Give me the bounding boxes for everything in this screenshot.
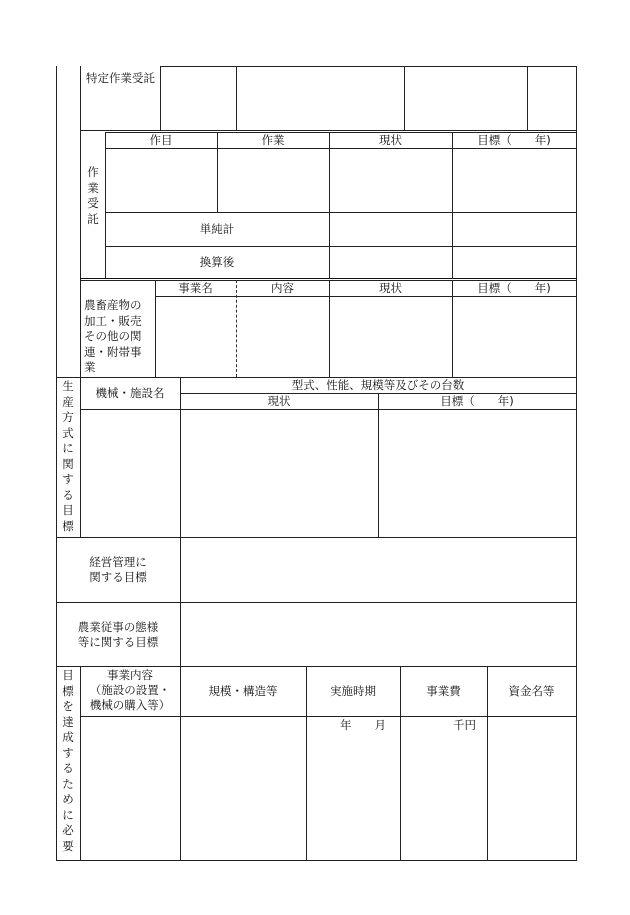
- sagyo-side-label: 作 業 受 託: [87, 165, 99, 226]
- kako-project-header: 事業名: [178, 281, 213, 295]
- tokutei-divider: [404, 66, 405, 131]
- kako-label: 農畜産物の 加工・販売 その他の関 連・附帯事 業: [84, 298, 142, 374]
- keiei-bottom-line: [56, 602, 577, 603]
- tokutei-top-line: [160, 66, 577, 67]
- cost-unit: 千円: [453, 718, 476, 732]
- outer-bottom-border: [56, 860, 577, 861]
- sagyo-current-header: 現状: [379, 133, 402, 147]
- tokutei-divider: [160, 66, 161, 131]
- converted-label: 換算後: [199, 255, 235, 269]
- seisan-current-header: 現状: [267, 394, 291, 408]
- scale-header: 規模・構造等: [208, 684, 278, 698]
- jugyo-label: 農業従事の態様 等に関する目標: [77, 620, 159, 649]
- sagyo-target-header: 目標（ 年): [477, 133, 551, 147]
- sagyo-header-line: [105, 148, 577, 149]
- sagyo-crop-header: 作目: [149, 133, 173, 147]
- tassei-side-label: 目 標 を 達 成 す る た め に 必 要: [62, 668, 74, 853]
- cost-header: 事業費: [426, 684, 461, 698]
- kako-content-header: 内容: [271, 281, 294, 295]
- jugyo-bottom-line: [56, 666, 577, 667]
- fund-header: 資金名等: [508, 684, 555, 698]
- period-header: 実施時期: [330, 684, 376, 698]
- period-unit: 年 月: [340, 718, 386, 732]
- content-header: 事業内容 （施設の設置・ 機械の購入等）: [89, 668, 171, 712]
- sagyo-row-line: [105, 246, 577, 247]
- inner-left-border: [80, 66, 81, 377]
- tokutei-divider: [527, 66, 528, 131]
- simple-total-label: 単純計: [199, 222, 235, 236]
- kako-header-line: [155, 296, 577, 297]
- spec-header: 型式、性能、規模等及びその台数: [291, 378, 465, 392]
- sagyo-row-line: [105, 212, 577, 213]
- sagyo-work-header: 作業: [261, 133, 285, 147]
- tokutei-bottom-line: [80, 130, 577, 131]
- kako-current-header: 現状: [379, 281, 402, 295]
- machine-header: 機械・施設名: [95, 386, 165, 400]
- sagyo-divider: [329, 132, 330, 279]
- keiei-label: 経営管理に 関する目標: [89, 555, 147, 584]
- seisan-header-line: [80, 409, 577, 410]
- outer-left-border: [56, 66, 57, 861]
- seisan-bottom-line: [56, 537, 577, 538]
- sagyo-divider: [452, 132, 453, 279]
- kako-target-header: 目標（ 年): [477, 281, 551, 295]
- tokutei-divider: [236, 66, 237, 131]
- tassei-header-line: [80, 716, 577, 717]
- seisan-target-header: 目標（ 年): [440, 394, 514, 408]
- seisan-side-label: 生 産 方 式 に 関 す る 目 標: [62, 379, 74, 533]
- outer-right-border: [576, 66, 577, 861]
- seisan-side-divider: [80, 377, 81, 538]
- seisan-divider: [378, 393, 379, 538]
- tokutei-label: 特定作業受託: [86, 71, 155, 85]
